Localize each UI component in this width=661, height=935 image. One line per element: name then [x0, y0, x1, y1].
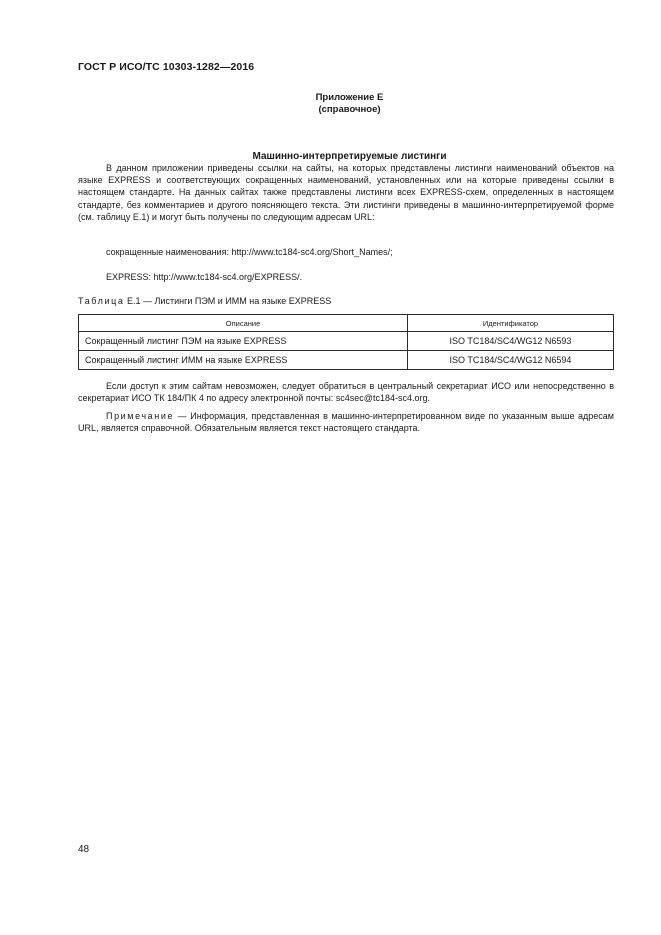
header-description: Описание [79, 315, 408, 332]
header-identifier: Идентификатор [408, 315, 614, 332]
annex-title: Приложение Е [315, 92, 384, 103]
note-label: Примечание [106, 411, 175, 421]
table-caption-label: Таблица [78, 296, 125, 306]
note-text: — Информация, представленная в машинно-интерпретированном виде по указанным выше адресам URL, является справочной. Обязательным является текст настоящего стандарта. [78, 411, 614, 434]
annex-heading [0, 92, 661, 116]
short-names-url-line: сокращенные наименования: http://www.tc184-sc4.org/Short_Names/; [106, 247, 393, 257]
section-title: Машинно-интерпретируемые листинги [252, 151, 447, 162]
document-id: ГОСТ Р ИСО/ТС 10303-1282—2016 [78, 61, 255, 73]
listings-table [78, 314, 614, 370]
contact-paragraph: Если доступ к этим сайтам невозможен, следует обратиться в центральный секретариат ИСО или непосредственно в секретариат ИСО ТК 184/ПК 4 по адресу электронной почты: sc4sec@tc184-sc4.org. [78, 381, 614, 404]
table-caption [78, 295, 331, 307]
table-row [79, 351, 614, 370]
table-caption-text: Е.1 — Листинги ПЭМ и ИММ на языке EXPRESS [124, 296, 332, 306]
intro-paragraph: В данном приложении приведены ссылки на сайты, на которых представлены листинги наименований объектов на языке EXPRESS и соответствующих сокращенных наименований, установленных или на которые приведены ссылки в настоящем стандарте. На данных сайтах также представлены листинги всех EXPRESS-схем, определенных в настоящем стандарте, без комментариев и другого поясняющего текста. Эти листинги приведены в машинно-интерпретируемой форме (см. таблицу Е.1) и могут быть получены по следующим адресам URL: [78, 163, 614, 222]
annex-subtitle: (справочное) [318, 104, 381, 115]
section-title-block [0, 151, 661, 162]
row-identifier: ISO TC184/SC4/WG12 N6593 [408, 332, 614, 351]
row-description: Сокращенный листинг ИММ на языке EXPRESS [79, 351, 408, 370]
express-url-line: EXPRESS: http://www.tc184-sc4.org/EXPRESS/. [106, 272, 303, 282]
page-number: 48 [78, 844, 90, 855]
row-identifier: ISO TC184/SC4/WG12 N6594 [408, 351, 614, 370]
note-paragraph [78, 410, 614, 434]
table-header-row [79, 315, 614, 332]
row-description: Сокращенный листинг ПЭМ на языке EXPRESS [79, 332, 408, 351]
table-row [79, 332, 614, 351]
